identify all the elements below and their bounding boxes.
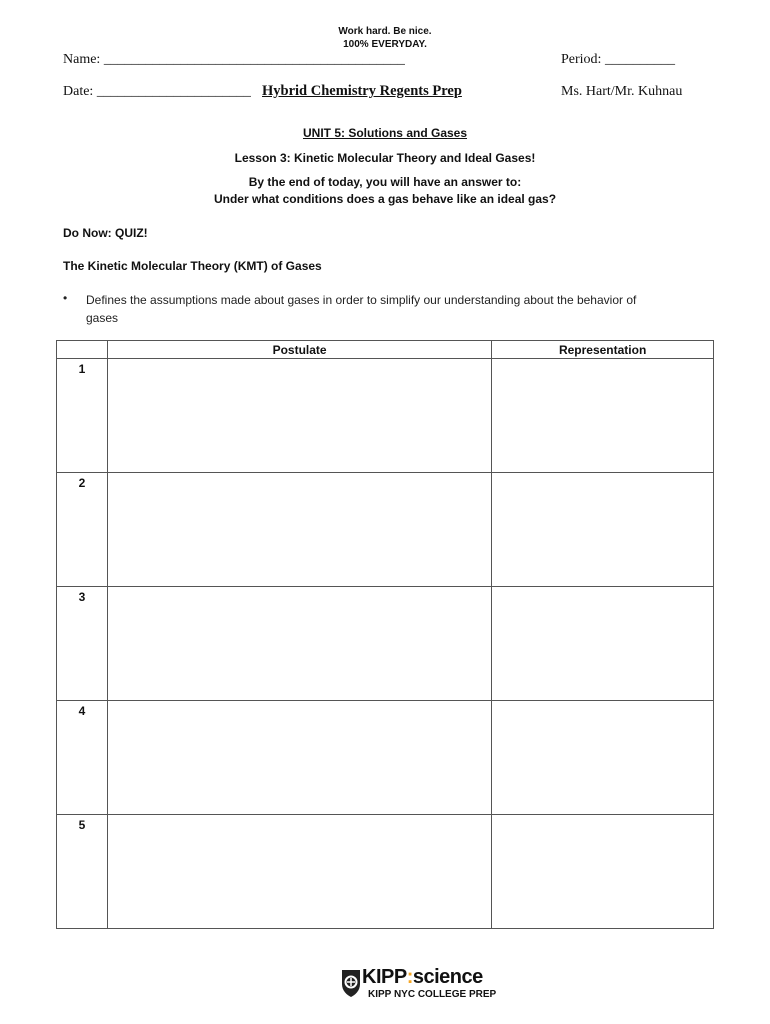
table-row <box>57 815 714 929</box>
bullet-dot: • <box>63 291 68 305</box>
representation-cell[interactable] <box>492 359 714 473</box>
header-representation: Representation <box>492 341 714 359</box>
kmt-table <box>56 340 714 929</box>
table-row <box>57 473 714 587</box>
motto-line-2: 100% EVERYDAY. <box>343 39 427 50</box>
row-number: 5 <box>57 815 108 929</box>
shield-icon <box>340 968 362 998</box>
section-title: The Kinetic Molecular Theory (KMT) of Gases <box>63 259 322 273</box>
postulate-cell[interactable] <box>107 701 491 815</box>
objective-line-1: By the end of today, you will have an answer to: <box>248 175 522 189</box>
kipp-science-logo <box>362 966 483 989</box>
lesson-title: Lesson 3: Kinetic Molecular Theory and Ideal Gases! <box>234 151 536 165</box>
course-title: Hybrid Chemistry Regents Prep <box>262 83 462 99</box>
bullet-text-line-1: Defines the assumptions made about gases in order to simplify our understanding about the behavior of <box>86 293 637 307</box>
teachers: Ms. Hart/Mr. Kuhnau <box>561 84 683 99</box>
postulate-cell[interactable] <box>107 815 491 929</box>
row-number: 2 <box>57 473 108 587</box>
bullet-text-line-2: gases <box>86 311 119 325</box>
motto-line-1: Work hard. Be nice. <box>338 26 432 37</box>
objective-line-2: Under what conditions does a gas behave like an ideal gas? <box>213 192 557 206</box>
postulate-cell[interactable] <box>107 473 491 587</box>
unit-title-text: UNIT 5: Solutions and Gases <box>302 126 468 140</box>
representation-cell[interactable] <box>492 701 714 815</box>
table-row <box>57 587 714 701</box>
logo-kipp: KIPP <box>362 966 407 988</box>
do-now: Do Now: QUIZ! <box>63 226 148 240</box>
row-number: 1 <box>57 359 108 473</box>
name-field-label: Name: ___________________________________________ <box>63 52 405 67</box>
row-number: 4 <box>57 701 108 815</box>
representation-cell[interactable] <box>492 473 714 587</box>
representation-cell[interactable] <box>492 815 714 929</box>
postulate-cell[interactable] <box>107 359 491 473</box>
row-number: 3 <box>57 587 108 701</box>
header-number <box>57 341 108 359</box>
bullet-text <box>86 291 716 327</box>
postulate-cell[interactable] <box>107 587 491 701</box>
header-postulate: Postulate <box>107 341 491 359</box>
table-row <box>57 701 714 815</box>
logo-subtitle: KIPP NYC COLLEGE PREP <box>368 989 497 1000</box>
logo-science: science <box>412 966 483 988</box>
unit-title <box>0 126 770 140</box>
logo-colon: : <box>406 966 413 988</box>
date-field-label: Date: ______________________ <box>63 84 251 99</box>
period-field-label: Period: __________ <box>561 52 675 67</box>
representation-cell[interactable] <box>492 587 714 701</box>
table-header-row <box>57 341 714 359</box>
table-row <box>57 359 714 473</box>
